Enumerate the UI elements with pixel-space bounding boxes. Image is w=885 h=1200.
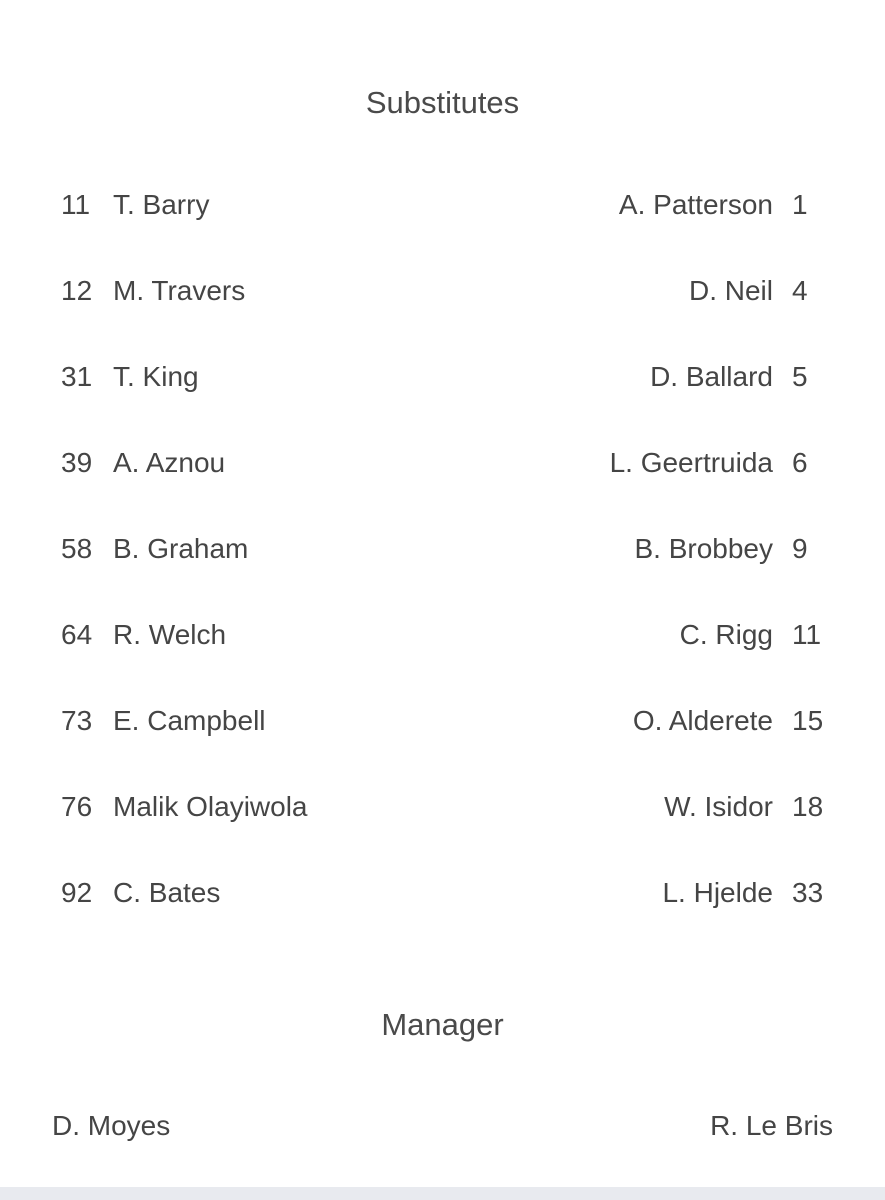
home-player-number: 11 [61,189,91,220]
manager-title: Manager [381,1007,504,1042]
home-player-name[interactable]: E. Campbell [113,705,266,736]
substitute-row[interactable] [0,271,885,311]
away-player-name[interactable]: D. Ballard [650,361,773,392]
home-player-name[interactable]: M. Travers [113,275,246,306]
away-manager-name[interactable]: R. Le Bris [710,1110,833,1141]
away-player-number: 9 [792,533,808,564]
home-player-number: 73 [61,705,93,736]
away-player-name[interactable]: L. Geertruida [609,447,773,478]
away-player-number: 6 [792,447,808,478]
away-player-name[interactable]: B. Brobbey [634,533,773,564]
substitute-row[interactable] [0,443,885,483]
away-player-number: 5 [792,361,808,392]
home-player-number: 58 [61,533,93,564]
home-player-number: 76 [61,791,93,822]
away-player-number: 1 [792,189,808,220]
bottom-divider-bar [0,1187,885,1200]
away-player-name[interactable]: W. Isidor [664,791,773,822]
away-player-number: 15 [792,705,824,736]
home-player-number: 92 [61,877,93,908]
away-player-name[interactable]: C. Rigg [679,619,773,650]
away-player-name[interactable]: L. Hjelde [662,877,773,908]
home-player-number: 31 [61,361,93,392]
away-player-number: 18 [792,791,824,822]
home-player-name[interactable]: B. Graham [113,533,249,564]
away-player-number: 33 [792,877,824,908]
away-player-number: 11 [792,619,822,650]
away-player-number: 4 [792,275,808,306]
away-player-name[interactable]: A. Patterson [618,189,773,220]
substitute-row[interactable] [0,529,885,569]
home-player-name[interactable]: R. Welch [113,619,227,650]
home-manager-name[interactable]: D. Moyes [52,1110,171,1141]
home-player-name[interactable]: C. Bates [113,877,221,908]
away-player-name[interactable]: D. Neil [688,275,773,306]
substitute-row[interactable] [0,787,885,827]
substitute-row[interactable] [0,357,885,397]
substitute-row[interactable] [0,615,885,655]
substitute-row[interactable] [0,873,885,913]
home-player-name[interactable]: A. Aznou [113,447,226,478]
substitute-row[interactable] [0,701,885,741]
home-player-name[interactable]: Malik Olayiwola [113,791,308,822]
home-player-number: 39 [61,447,93,478]
home-player-name[interactable]: T. King [113,361,199,392]
substitutes-title: Substitutes [365,85,520,120]
away-player-name[interactable]: O. Alderete [632,705,773,736]
home-player-number: 12 [61,275,93,306]
home-player-number: 64 [61,619,93,650]
home-player-name[interactable]: T. Barry [113,189,210,220]
substitute-row[interactable] [0,185,885,225]
